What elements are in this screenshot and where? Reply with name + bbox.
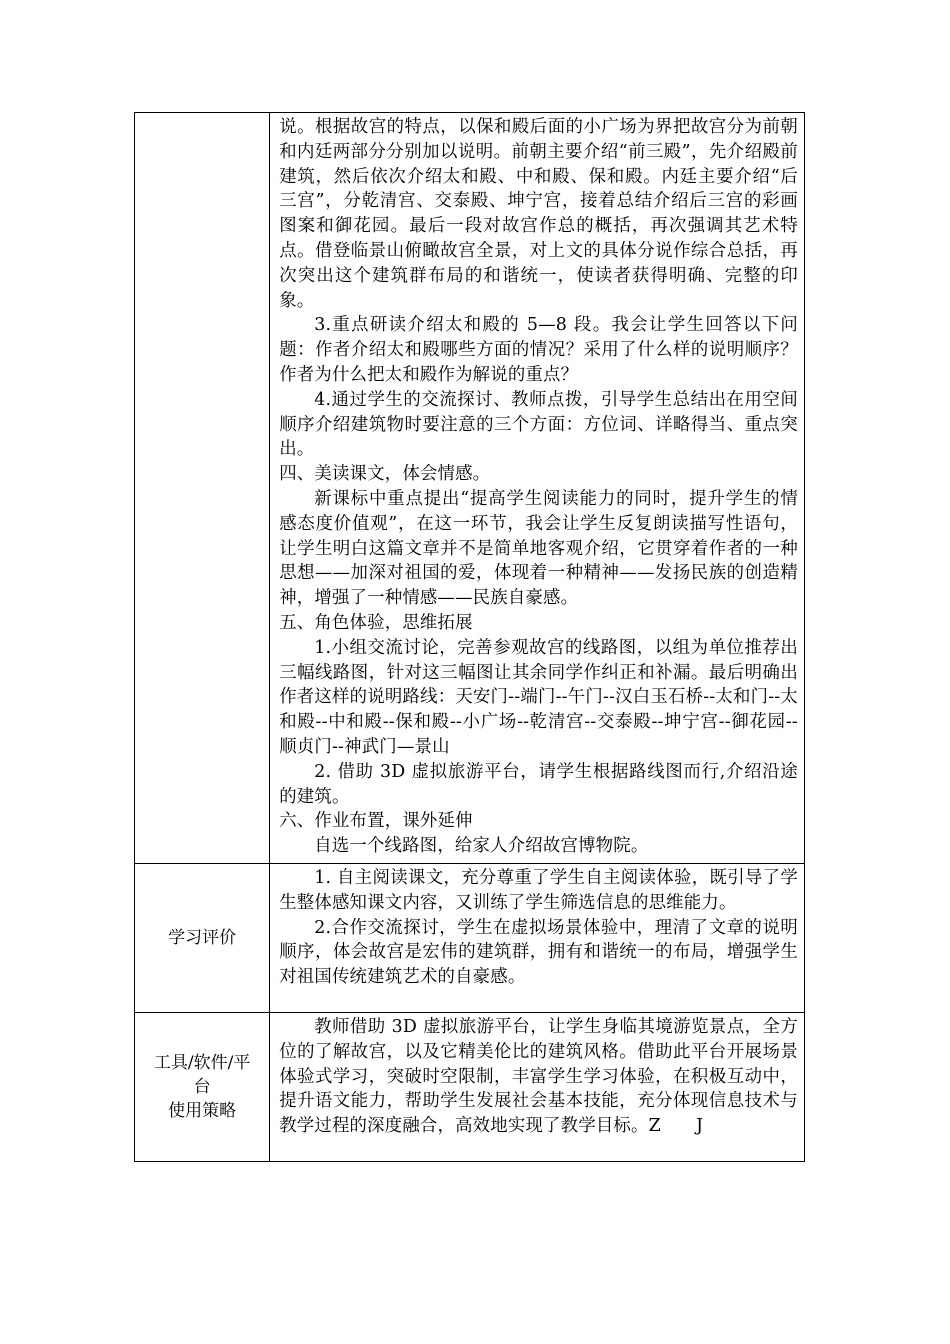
paragraph: 2.合作交流探讨，学生在虚拟场景体验中，理清了文章的说明顺序，体会故宫是宏伟的建筑群，拥有和谐统一的布局，增强学生对祖国传统建筑艺术的自豪感。 bbox=[279, 917, 798, 988]
paragraph: 新课标中重点提出“提高学生阅读能力的同时，提升学生的情感态度价值观”，在这一环节，我会让学生反复朗读描写性语句，让学生明白这篇文章并不是简单地客观介绍，它贯穿着作者的一种思想——加深对祖国的爱，体现着一种精神——发扬民族的创造精神，增强了一种情感——民族自豪感。 bbox=[279, 488, 798, 609]
row-content-cell bbox=[270, 1012, 805, 1161]
row-label: 工具/软件/平 bbox=[153, 1052, 251, 1073]
row-label: 学习评价 bbox=[168, 927, 237, 948]
section-heading: 四、美读课文，体会情感。 bbox=[279, 464, 491, 485]
row-label-cell bbox=[135, 1012, 270, 1161]
paragraph: 自选一个线路图，给家人介绍故宫博物院。 bbox=[314, 836, 649, 857]
paragraph: 2. 借助 3D 虚拟旅游平台，请学生根据路线图而行,介绍沿途的建筑。 bbox=[279, 761, 798, 807]
row-label-cell bbox=[135, 113, 270, 864]
row-label: 台 bbox=[193, 1076, 211, 1097]
row-label: 使用策略 bbox=[168, 1100, 237, 1121]
row-label-cell bbox=[135, 863, 270, 1012]
table-row-tool-strategy bbox=[135, 1012, 805, 1161]
section-heading: 六、作业布置，课外延伸 bbox=[279, 811, 473, 832]
row-content-cell bbox=[270, 113, 805, 864]
section-heading: 五、角色体验，思维拓展 bbox=[279, 612, 473, 633]
paragraph: 3.重点研读介绍太和殿的 5—8 段。我会让学生回答以下问题：作者介绍太和殿哪些方面的情况？采用了什么样的说明顺序？作者为什么把太和殿作为解说的重点？ bbox=[279, 315, 798, 385]
row-content-cell bbox=[270, 863, 805, 1012]
lesson-plan-table bbox=[134, 112, 805, 1162]
paragraph: 1.小组交流讨论，完善参观故宫的线路图，以组为单位推荐出三幅线路图，针对这三幅图让其余同学作纠正和补漏。最后明确出作者这样的说明路线：天安门--端门--午门--汉白玉石桥--太和门--太和殿--中和殿--保和殿--小广场--乾清宫--交泰殿--坤宁宫--御花园--顺贞门--神武门—景山 bbox=[279, 637, 798, 757]
paragraph: 4.通过学生的交流探讨、教师点拨，引导学生总结出在用空间顺序介绍建筑物时要注意的三个方面：方位词、详略得当、重点突出。 bbox=[279, 389, 798, 460]
paragraph: 1. 自主阅读课文，充分尊重了学生自主阅读体验，既引导了学生整体感知课文内容，又训练了学生筛选信息的思维能力。 bbox=[279, 867, 798, 913]
table-row-teaching-process bbox=[135, 113, 805, 864]
paragraph: 说。根据故宫的特点，以保和殿后面的小广场为界把故宫分为前朝和内廷两部分分别加以说明。前朝主要介绍“前三殿”，先介绍殿前建筑，然后依次介绍太和殿、中和殿、保和殿。内廷主要介绍“后三宫”，分乾清宫、交泰殿、坤宁宫，接着总结介绍后三宫的彩画图案和御花园。最后一段对故宫作总的概括，再次强调其艺术特点。借登临景山俯瞰故宫全景，对上文的具体分说作综合总括，再次突出这个建筑群布局的和谐统一，使读者获得明确、完整的印象。 bbox=[279, 117, 798, 311]
paragraph: 教师借助 3D 虚拟旅游平台，让学生身临其境游览景点，全方位的了解故宫，以及它精美伦比的建筑风格。借助此平台开展场景体验式学习，突破时空限制，丰富学生学习体验，在积极互动中，提升语文能力，帮助学生发展社会基本技能，充分体现信息技术与教学过程的深度融合，高效地实现了教学目标。Z J bbox=[279, 1016, 798, 1137]
table-row-learning-evaluation bbox=[135, 863, 805, 1012]
